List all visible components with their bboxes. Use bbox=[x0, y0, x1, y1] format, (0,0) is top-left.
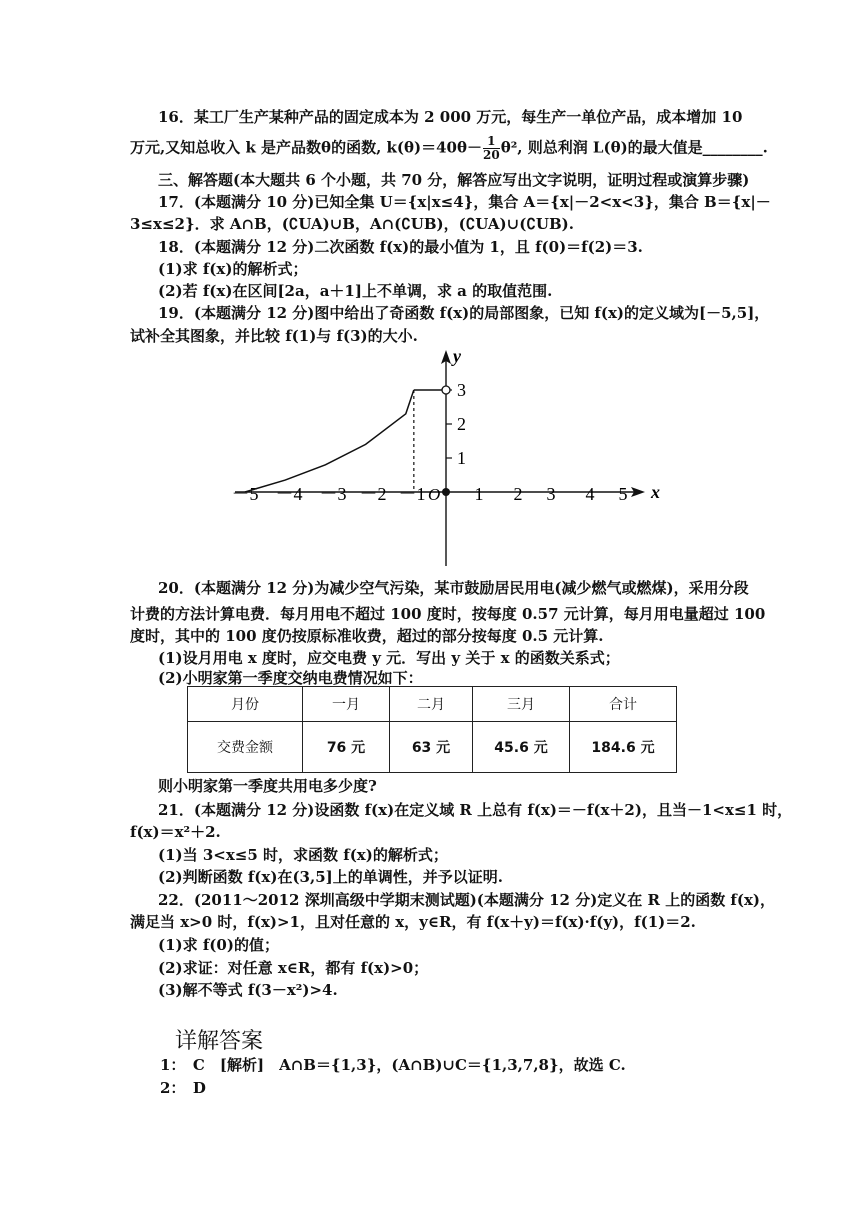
q22-part1: (1)求 f(0)的值； bbox=[158, 936, 279, 954]
origin-label: O bbox=[428, 485, 441, 504]
open-endpoint bbox=[442, 386, 450, 394]
answer-2: 2： D bbox=[160, 1079, 206, 1097]
x-tick-label: 1 bbox=[474, 484, 484, 504]
q16-frac-num: 1 bbox=[483, 135, 500, 149]
x-tick-label: 3 bbox=[546, 484, 556, 504]
x-tick-label: 2 bbox=[513, 484, 523, 504]
q21-line2: f(x)＝x²＋2. bbox=[130, 823, 221, 841]
x-tick-label: －1 bbox=[398, 484, 426, 504]
q22-line2: 满足当 x>0 时，f(x)>1，且对任意的 x，y∈R，有 f(x＋y)＝f(x)·f(y)，f(1)＝2. bbox=[130, 913, 696, 931]
q20-line1: 20．(本题满分 12 分)为减少空气污染，某市鼓励居民用电(减少燃气或燃煤)，采用分段 bbox=[158, 579, 749, 597]
fee-table-row bbox=[188, 722, 677, 773]
fee-table-cell: 45.6 元 bbox=[473, 722, 570, 773]
x-tick-label: －3 bbox=[319, 484, 347, 504]
y-tick-label: 3 bbox=[457, 380, 466, 400]
q22-part3: (3)解不等式 f(3－x²)>4. bbox=[158, 981, 338, 999]
x-tick-label: －4 bbox=[275, 484, 303, 504]
plot-group bbox=[245, 386, 450, 496]
fee-table-header: 二月 bbox=[390, 687, 473, 722]
fee-table-header: 月份 bbox=[188, 687, 303, 722]
q16-frac-den: 20 bbox=[482, 148, 500, 162]
q19-line2: 试补全其图象，并比较 f(1)与 f(3)的大小. bbox=[130, 327, 418, 345]
q17-line2: 3≤x≤2}．求 A∩B，(∁UA)∪B，A∩(∁UB)，(∁UA)∪(∁UB). bbox=[130, 215, 574, 233]
q20-part1: (1)设月用电 x 度时，应交电费 y 元．写出 y 关于 x 的函数关系式； bbox=[158, 649, 620, 667]
q22-line1: 22．(2011～2012 深圳高级中学期末测试题)(本题满分 12 分)定义在 R 上的函数 f(x)， bbox=[158, 891, 776, 909]
answer-1: 1： C [解析] A∩B＝{1,3}，(A∩B)∪C＝{1,3,7,8}，故选 C. bbox=[160, 1056, 626, 1074]
q18-part2: (2)若 f(x)在区间[2a，a＋1]上不单调，求 a 的取值范围. bbox=[158, 282, 553, 300]
x-axis-label: x bbox=[651, 482, 660, 502]
q21-part2: (2)判断函数 f(x)在(3,5]上的单调性，并予以证明. bbox=[158, 868, 503, 886]
fee-table-cell: 交费金额 bbox=[188, 722, 303, 773]
fee-table-header: 三月 bbox=[473, 687, 570, 722]
q16-line1: 16．某工厂生产某种产品的固定成本为 2 000 万元，每生产一单位产品，成本增加 10 bbox=[158, 108, 743, 126]
q16-fraction bbox=[483, 135, 500, 162]
q20-line2: 计费的方法计算电费．每月用电不超过 100 度时，按每度 0.57 元计算，每月用电量超过 100 bbox=[130, 605, 766, 623]
q22-part2: (2)求证：对任意 x∈R，都有 f(x)>0； bbox=[158, 959, 429, 977]
fee-table-header: 合计 bbox=[570, 687, 677, 722]
origin-solid-point bbox=[442, 488, 450, 496]
q21-part1: (1)当 3<x≤5 时，求函数 f(x)的解析式； bbox=[158, 846, 448, 864]
y-tick-label: 1 bbox=[457, 448, 466, 468]
q21-line1: 21．(本题满分 12 分)设函数 f(x)在定义域 R 上总有 f(x)＝－f(x＋2)，且当－1<x≤1 时， bbox=[158, 801, 793, 819]
fee-table bbox=[187, 686, 677, 773]
fee-table-header-row bbox=[188, 687, 677, 722]
q19-line1: 19．(本题满分 12 分)图中给出了奇函数 f(x)的局部图象，已知 f(x)的定义域为[－5,5]， bbox=[158, 304, 770, 322]
q17-line1: 17．(本题满分 10 分)已知全集 U＝{x|x≤4}，集合 A＝{x|－2<x<3}，集合 B＝{x|－ bbox=[158, 193, 771, 211]
curve-line bbox=[245, 390, 414, 492]
fee-table-cell: 76 元 bbox=[303, 722, 390, 773]
q16-line2 bbox=[130, 134, 768, 162]
q18-part1: (1)求 f(x)的解析式； bbox=[158, 260, 308, 278]
y-tick-label: 2 bbox=[457, 414, 466, 434]
y-axis-label: y bbox=[453, 346, 461, 366]
fee-table-cell: 184.6 元 bbox=[570, 722, 677, 773]
q16-line2-head: 万元,又知总收入 k 是产品数θ的函数, k(θ)＝40θ－ bbox=[130, 138, 482, 157]
answers-title: 详解答案 bbox=[175, 1029, 264, 1054]
q20-line3: 度时，其中的 100 度仍按原标准收费，超过的部分按每度 0.5 元计算. bbox=[130, 627, 604, 645]
q16-line2-tail: θ², 则总利润 L(θ)的最大值是________. bbox=[500, 138, 768, 157]
x-tick-label: 5 bbox=[618, 484, 628, 504]
section3-heading: 三、解答题(本大题共 6 个小题，共 70 分，解答应写出文字说明，证明过程或演算步骤) bbox=[158, 171, 750, 189]
fee-table-header: 一月 bbox=[303, 687, 390, 722]
x-tick-label: －2 bbox=[359, 484, 387, 504]
fee-table-cell: 63 元 bbox=[390, 722, 473, 773]
q20-part2: (2)小明家第一季度交纳电费情况如下： bbox=[158, 669, 423, 687]
function-graph bbox=[225, 338, 665, 570]
x-tick-label: 4 bbox=[585, 484, 595, 504]
q18-line1: 18．(本题满分 12 分)二次函数 f(x)的最小值为 1，且 f(0)＝f(2)＝3. bbox=[158, 238, 643, 256]
q20-after: 则小明家第一季度共用电多少度? bbox=[158, 777, 377, 795]
x-tick-label: －5 bbox=[231, 484, 259, 504]
